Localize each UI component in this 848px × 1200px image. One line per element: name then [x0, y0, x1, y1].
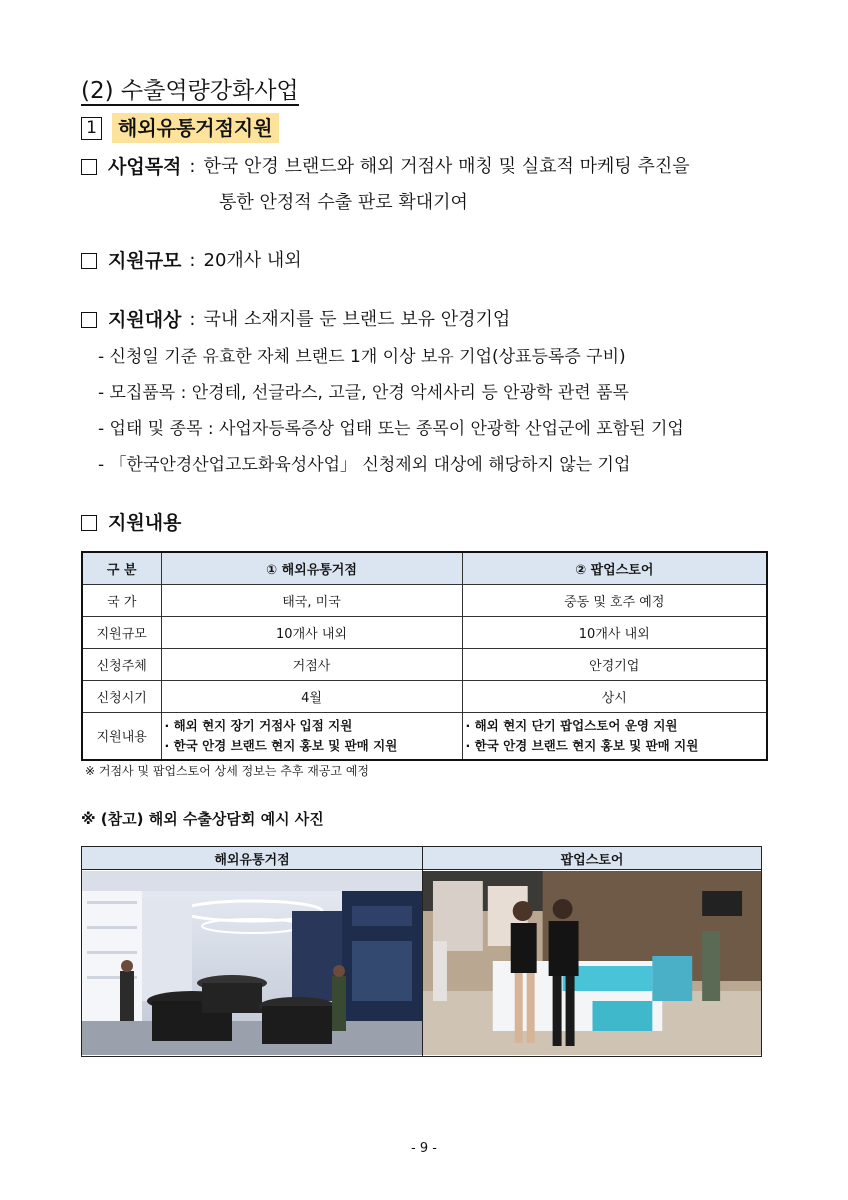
photo-label-left: 해외유통거점	[82, 847, 423, 870]
scale-item: 지원규모 : 20개사 내외	[81, 246, 302, 276]
target-bullet: - 「한국안경산업고도화육성사업」 신청제외 대상에 해당하지 않는 기업	[98, 455, 631, 475]
table-cell-multiline	[161, 713, 462, 760]
subsection-highlight: 해외유통거점지원	[112, 113, 279, 143]
target-label: 지원대상	[108, 309, 182, 331]
table-header-cell: ① 해외유통거점	[161, 552, 462, 585]
table-cell: 10개사 내외	[161, 617, 462, 649]
subsection-number-box: 1	[81, 117, 102, 140]
table-cell: 중동 및 호주 예정	[462, 585, 767, 617]
content-item	[81, 508, 181, 538]
table-header-row	[82, 552, 767, 585]
purpose-label: 사업목적	[108, 156, 182, 178]
table-cell: 안경기업	[462, 649, 767, 681]
row-header-cell: 국 가	[82, 585, 161, 617]
table-note: ※ 거점사 및 팝업스토어 상세 정보는 추후 재공고 예정	[85, 764, 370, 778]
reference-title: ※ (참고) 해외 수출상담회 예시 사진	[81, 810, 324, 828]
row-header-cell: 지원내용	[82, 713, 161, 760]
checkbox-square-icon	[81, 253, 97, 269]
row-header-cell: 지원규모	[82, 617, 161, 649]
checkbox-square-icon	[81, 312, 97, 328]
scale-text: 20개사 내외	[203, 250, 302, 271]
photo-cell-left	[82, 870, 423, 1057]
table-header-cell: 구 분	[82, 552, 161, 585]
target-text: 국내 소재지를 둔 브랜드 보유 안경기업	[203, 309, 511, 330]
support-table	[81, 551, 768, 761]
target-bullet: - 업태 및 종목 : 사업자등록증상 업태 또는 종목이 안광학 산업군에 포함된 기업	[98, 419, 684, 439]
cell-line: · 한국 안경 브랜드 현지 홍보 및 판매 지원	[164, 737, 398, 753]
table-cell: 태국, 미국	[161, 585, 462, 617]
purpose-item: 사업목적 : 한국 안경 브랜드와 해외 거점사 매칭 및 실효적 마케팅 추진을	[81, 152, 690, 182]
target-item: 지원대상 : 국내 소재지를 둔 브랜드 보유 안경기업	[81, 305, 510, 335]
cell-line: · 해외 현지 단기 팝업스토어 운영 지원	[465, 717, 678, 733]
photo-table	[81, 846, 762, 1057]
table-row	[82, 681, 767, 713]
cell-line: · 해외 현지 장기 거점사 입점 지원	[164, 717, 353, 733]
scale-label: 지원규모	[108, 250, 182, 272]
checkbox-square-icon	[81, 515, 97, 531]
purpose-text-continued: 통한 안정적 수출 판로 확대기여	[219, 192, 468, 213]
target-bullet: - 모집품목 : 안경테, 선글라스, 고글, 안경 악세사리 등 안광학 관련 품목	[98, 383, 629, 403]
popup-store-photo	[423, 871, 761, 1055]
table-row	[82, 649, 767, 681]
table-cell: 거점사	[161, 649, 462, 681]
photo-label-right: 팝업스토어	[423, 847, 762, 870]
cell-line: · 한국 안경 브랜드 현지 홍보 및 판매 지원	[465, 737, 699, 753]
photo-cell-right	[423, 870, 762, 1057]
section-title: (2) 수출역량강화사업	[81, 78, 299, 104]
table-cell-multiline	[462, 713, 767, 760]
table-row	[82, 585, 767, 617]
row-header-cell: 신청시기	[82, 681, 161, 713]
target-bullet: - 신청일 기준 유효한 자체 브랜드 1개 이상 보유 기업(상표등록증 구비)	[98, 347, 626, 367]
store-interior-photo	[82, 871, 422, 1055]
purpose-text: 한국 안경 브랜드와 해외 거점사 매칭 및 실효적 마케팅 추진을	[203, 156, 690, 177]
subsection-title	[81, 112, 279, 144]
row-header-cell: 신청주체	[82, 649, 161, 681]
table-cell: 10개사 내외	[462, 617, 767, 649]
table-header-cell: ② 팝업스토어	[462, 552, 767, 585]
content-label: 지원내용	[108, 512, 182, 534]
checkbox-square-icon	[81, 159, 97, 175]
table-row	[82, 617, 767, 649]
page-number: - 9 -	[411, 1141, 437, 1156]
table-cell: 상시	[462, 681, 767, 713]
table-cell: 4월	[161, 681, 462, 713]
table-row	[82, 713, 767, 760]
